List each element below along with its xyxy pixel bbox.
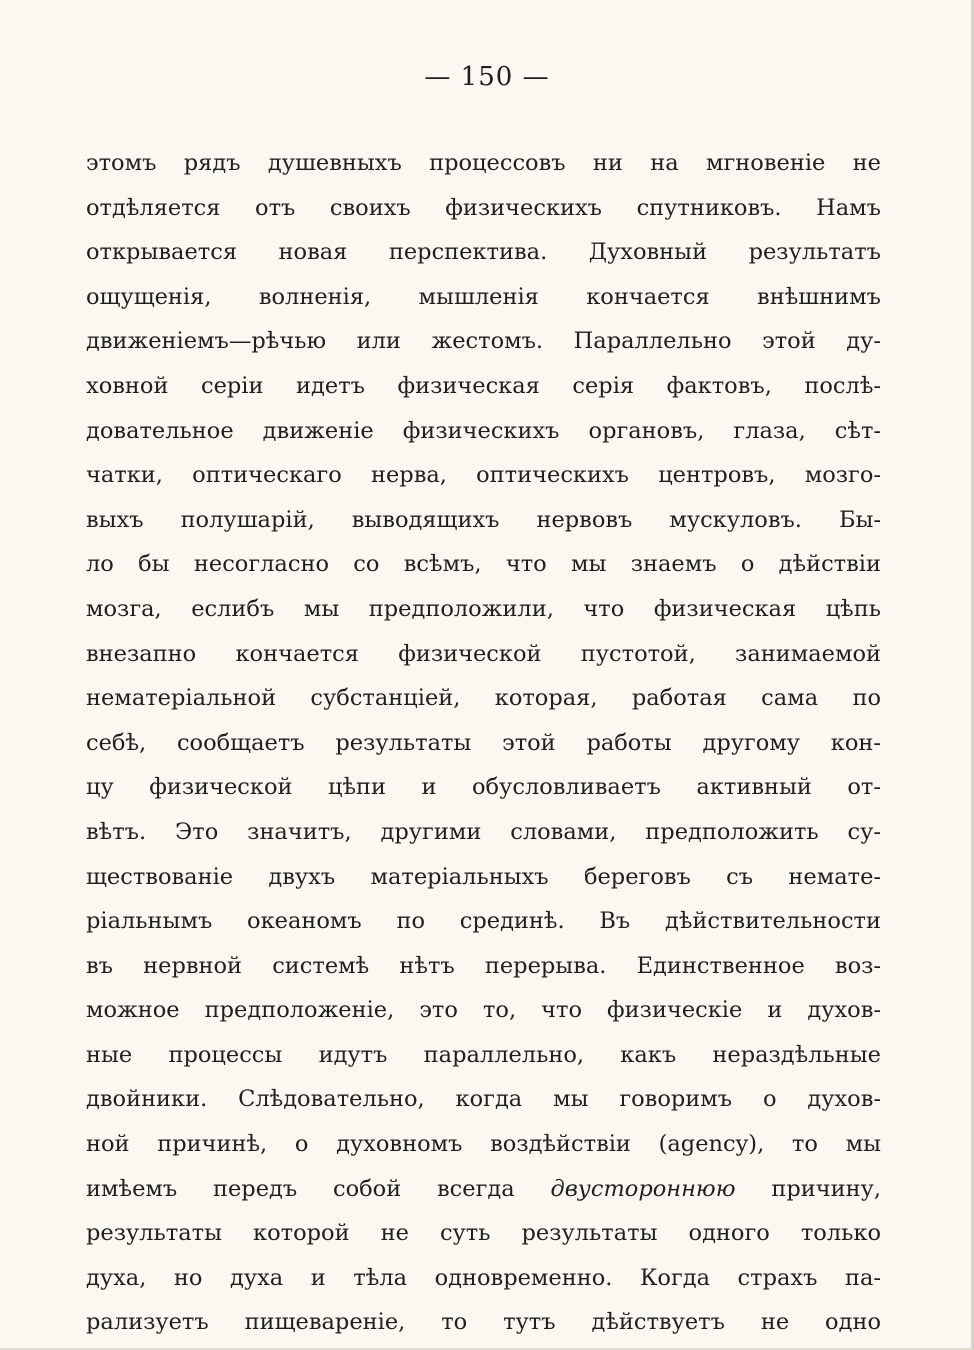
text-line: выхъ полушарій, выводящихъ нервовъ мускуловъ. Бы- bbox=[86, 506, 881, 533]
text-line: результаты которой не суть результаты одного только bbox=[86, 1220, 881, 1247]
italic-word: двустороннюю bbox=[550, 1175, 736, 1202]
text-line: себѣ, сообщаетъ результаты этой работы другому кон- bbox=[86, 729, 881, 756]
text-line: чатки, оптическаго нерва, оптическихъ центровъ, мозго- bbox=[86, 462, 881, 489]
text-segment: имѣемъ передъ собой всегда bbox=[86, 1175, 515, 1202]
text-line: ощущенія, волненія, мышленія кончается внѣшнимъ bbox=[86, 283, 881, 310]
text-line: ществованіе двухъ матеріальныхъ береговъ съ немате- bbox=[86, 863, 881, 890]
text-line: ло бы несогласно со всѣмъ, что мы знаемъ о дѣйствіи bbox=[86, 551, 881, 578]
text-line: ховной серіи идетъ физическая серія фактовъ, послѣ- bbox=[86, 372, 881, 399]
text-line: мозга, еслибъ мы предположили, что физическая цѣпь bbox=[86, 595, 881, 622]
text-line: довательное движеніе физическихъ органовъ, глаза, сѣт- bbox=[86, 417, 881, 444]
text-line-with-italic bbox=[86, 1167, 881, 1212]
text-line: въ нервной системѣ нѣтъ перерыва. Единственное воз- bbox=[86, 952, 881, 979]
text-line: этомъ рядъ душевныхъ процессовъ ни на мгновеніе не bbox=[86, 150, 881, 176]
text-line: открывается новая перспектива. Духовный результатъ bbox=[86, 239, 881, 266]
text-line: двойники. Слѣдовательно, когда мы говоримъ о духов- bbox=[86, 1086, 881, 1113]
text-line: внезапно кончается физической пустотой, занимаемой bbox=[86, 640, 881, 667]
text-line: нематеріальной субстанціей, которая, работая сама по bbox=[86, 685, 881, 712]
text-line: можное предположеніе, это то, что физическіе и духов- bbox=[86, 997, 881, 1024]
text-line: ные процессы идутъ параллельно, какъ нераздѣльные bbox=[86, 1041, 881, 1068]
text-line: движеніемъ—рѣчью или жестомъ. Параллельно этой ду- bbox=[86, 328, 881, 355]
text-line: вѣтъ. Это значитъ, другими словами, предположить су- bbox=[86, 818, 881, 845]
body-text bbox=[86, 141, 881, 1345]
text-segment: причину, bbox=[771, 1175, 881, 1202]
text-line: ріальнымъ океаномъ по срединѣ. Въ дѣйствительности bbox=[86, 908, 881, 935]
text-line: цу физической цѣпи и обусловливаетъ активный от- bbox=[86, 774, 881, 801]
page-number: — 150 — bbox=[424, 62, 550, 92]
text-line: духа, но духа и тѣла одновременно. Когда страхъ па- bbox=[86, 1264, 881, 1291]
text-line: рализуетъ пищевареніе, то тутъ дѣйствуетъ не одно bbox=[86, 1309, 881, 1336]
text-line: отдѣляется отъ своихъ физическихъ спутниковъ. Намъ bbox=[86, 194, 881, 221]
text-line: ной причинѣ, о духовномъ воздѣйствіи (agency), то мы bbox=[86, 1131, 881, 1158]
